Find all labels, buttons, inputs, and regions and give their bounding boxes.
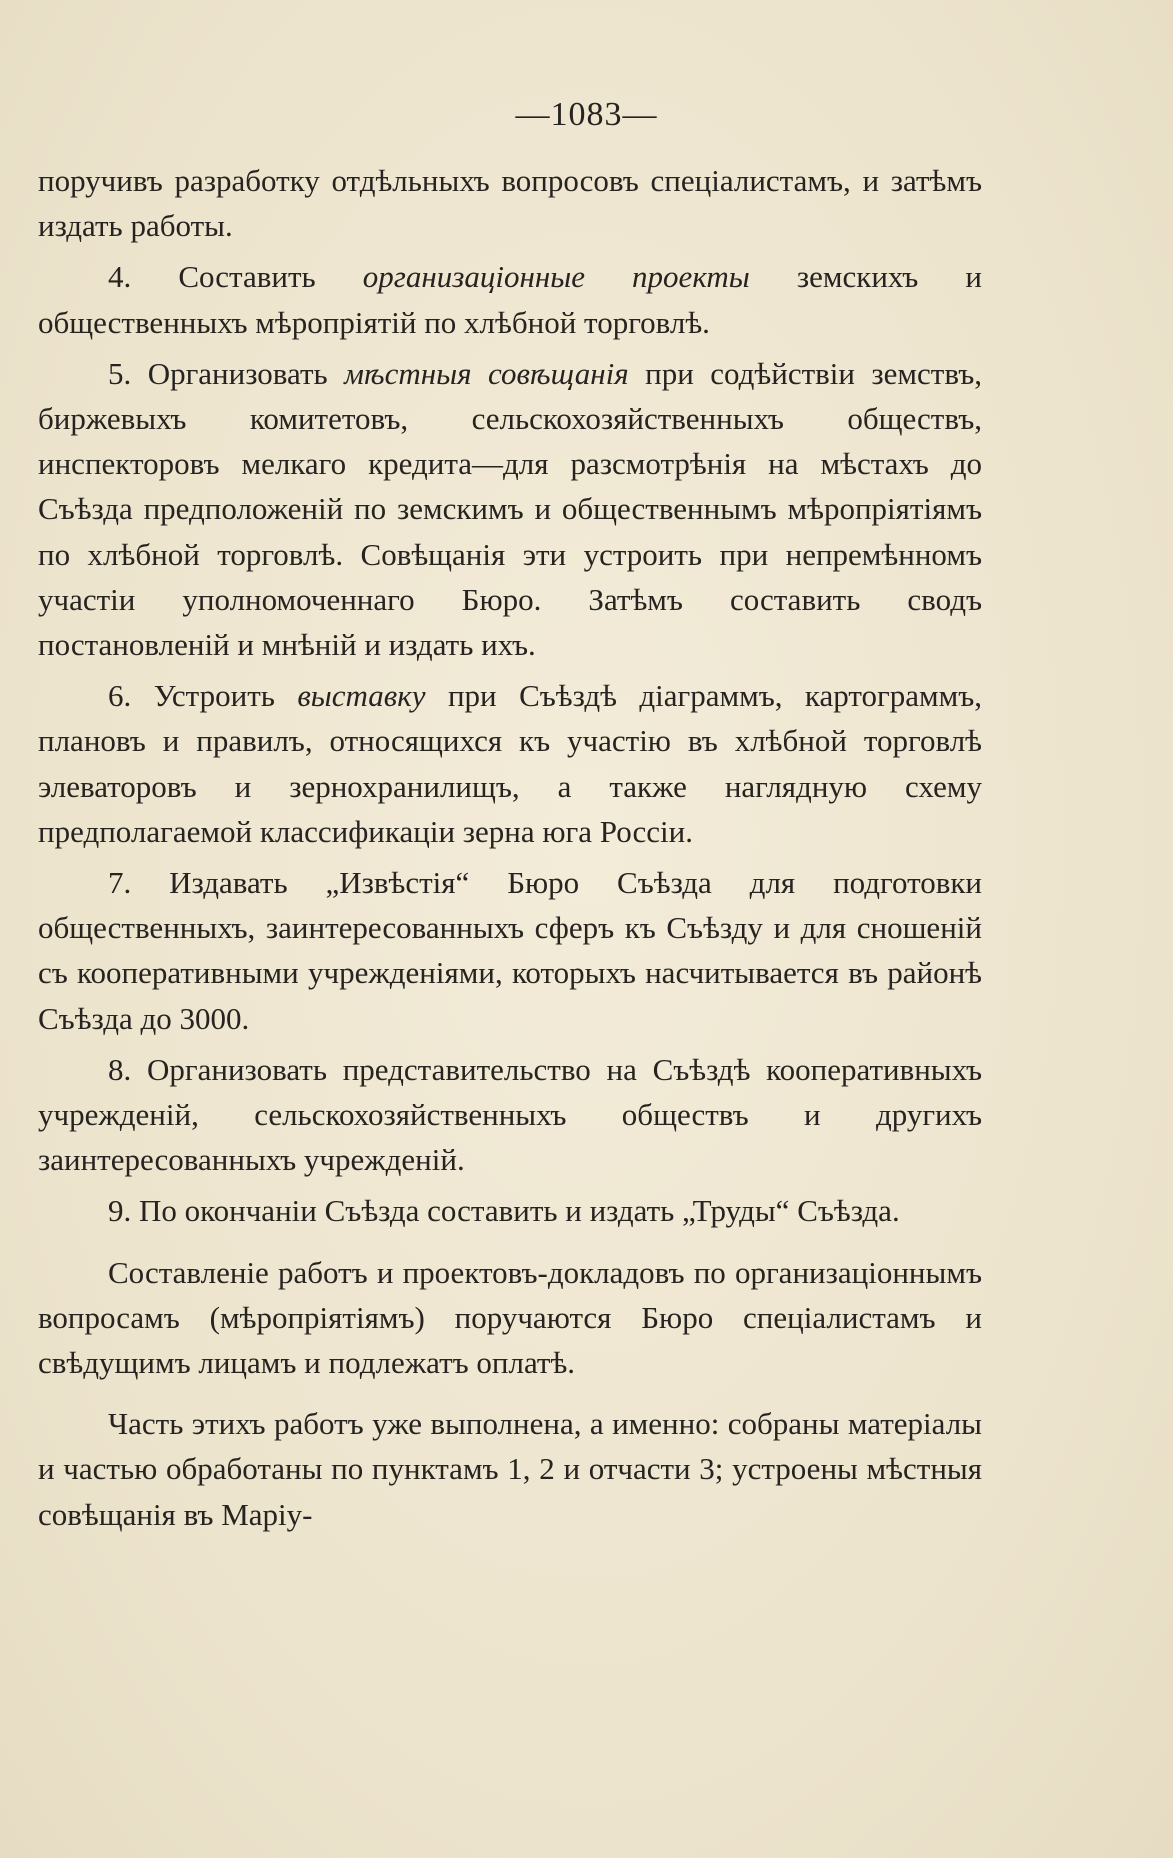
paragraph-item-6 [38,673,982,854]
text-run: 6. Устроить [108,678,298,714]
paragraph-continuation [38,158,982,248]
emphasis-text: выставку [297,678,426,714]
text-run: при Съѣздѣ діаграммъ, картограммъ, плановъ и правилъ, относящихся къ участію въ хлѣбной торговлѣ элеваторовъ и зернохранилищъ, а также наглядную схему предполагаемой классификаціи зерна юга Россіи. [38,678,983,849]
paragraph-item-9 [38,1188,982,1233]
emphasis-text: мѣстныя совѣщанія [344,355,629,391]
text-run: Составленіе работъ и проектовъ-докладовъ по организаціоннымъ вопросамъ (мѣропріятіямъ) поручаются Бюро спеціалистамъ и свѣдущимъ лицамъ и подлежатъ оплатѣ. [38,1254,982,1381]
document-body [38,158,982,1537]
paragraph-compilation [38,1250,982,1386]
text-run: 5. Организовать [108,355,345,391]
paragraph-item-7 [38,860,982,1041]
text-run: 7. Издавать „Извѣстія“ Бюро Съѣзда для подготовки общественныхъ, заинтересованныхъ сферъ къ Съѣзду и для сношеній съ кооперативными учрежденіями, которыхъ насчитывается въ районѣ Съѣзда до 3000. [38,865,982,1036]
text-run: 9. По окончаніи Съѣзда составить и издать „Труды“ Съѣзда. [108,1193,900,1229]
text-run: земскихъ и общественныхъ мѣропріятій по хлѣбной торговлѣ. [38,259,982,340]
text-run: 8. Организовать представительство на Съѣздѣ кооперативныхъ учрежденій, сельскохозяйственныхъ обществъ и другихъ заинтересованныхъ учрежденій. [38,1051,982,1178]
paragraph-item-5 [38,351,982,667]
paragraph-item-4 [38,254,982,344]
text-run: 4. Составить [108,259,363,295]
emphasis-text: организаціонные проекты [362,259,750,295]
paragraph-progress [38,1401,982,1537]
page-number: —1083— [515,96,658,133]
text-run: поручивъ разработку отдѣльныхъ вопросовъ спеціалистамъ, и затѣмъ издать работы. [38,163,982,244]
paragraph-item-8 [38,1047,982,1183]
text-run: Часть этихъ работъ уже выполнена, а именно: собраны матеріалы и частью обработаны по пунктамъ 1, 2 и отчасти 3; устроены мѣстныя совѣщанія въ Маріу- [38,1406,982,1532]
text-run: при содѣйствіи земствъ, биржевыхъ комитетовъ, сельскохозяйственныхъ обществъ, инспекторовъ мелкаго кредита—для разсмотрѣнія на мѣстахъ до Съѣзда предположеній по земскимъ и общественнымъ мѣропріятіямъ по хлѣбной торговлѣ. Совѣщанія эти устроить при непремѣнномъ участіи уполномоченнаго Бюро. Затѣмъ составить сводъ постановленій и мнѣній и издать ихъ. [38,355,982,663]
